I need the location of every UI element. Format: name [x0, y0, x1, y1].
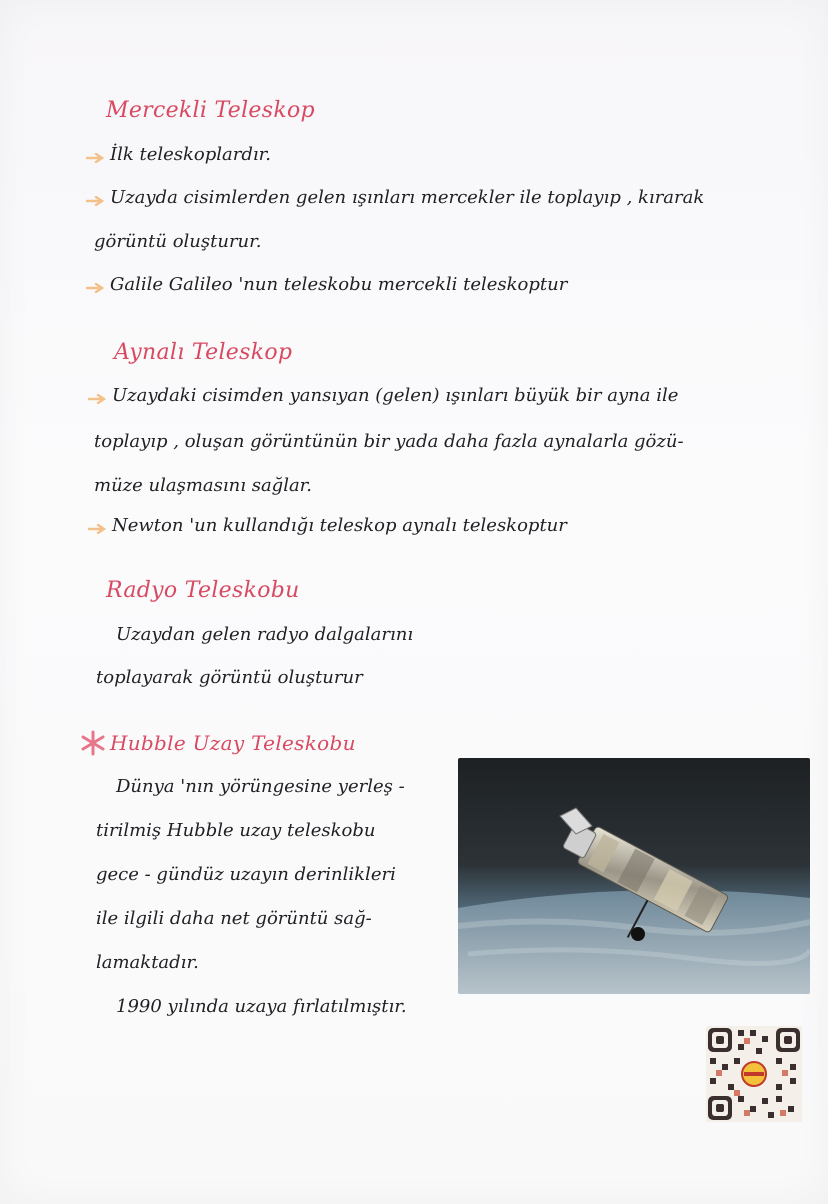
bullet-arrow-icon — [86, 153, 104, 163]
text-line: görüntü oluşturur. — [94, 231, 262, 252]
hubble-telescope-photo — [458, 758, 810, 994]
heading-mercekli-teleskop: Mercekli Teleskop — [106, 98, 315, 123]
text-line: İlk teleskoplardır. — [110, 144, 272, 165]
bullet-arrow-icon — [88, 524, 106, 534]
text-line: toplayarak görüntü oluşturur — [96, 667, 363, 688]
text-line: Uzaydaki cisimden yansıyan (gelen) ışınları büyük bir ayna ile — [112, 385, 679, 406]
bullet-arrow-icon — [86, 196, 104, 206]
text-line: ile ilgili daha net görüntü sağ- — [96, 908, 372, 929]
text-line: gece - gündüz uzayın derinlikleri — [96, 864, 396, 885]
text-line: 1990 yılında uzaya fırlatılmıştır. — [116, 996, 407, 1017]
heading-hubble-uzay-teleskobu: Hubble Uzay Teleskobu — [110, 731, 356, 755]
text-line: Dünya 'nın yörüngesine yerleş - — [116, 776, 405, 797]
text-line: müze ulaşmasını sağlar. — [94, 475, 313, 496]
text-line: Uzayda cisimlerden gelen ışınları mercekler ile toplayıp , kırarak — [110, 187, 705, 208]
asterisk-star-icon — [80, 730, 106, 756]
qr-code-icon[interactable] — [706, 1026, 802, 1122]
text-line: toplayıp , oluşan görüntünün bir yada daha fazla aynalarla gözü- — [94, 431, 684, 452]
bullet-arrow-icon — [88, 394, 106, 404]
text-line: Galile Galileo 'nun teleskobu mercekli teleskoptur — [110, 274, 568, 295]
text-line: lamaktadır. — [96, 952, 199, 973]
bullet-arrow-icon — [86, 283, 104, 293]
heading-radyo-teleskobu: Radyo Teleskobu — [106, 578, 300, 603]
heading-aynali-teleskop: Aynalı Teleskop — [114, 340, 293, 365]
text-line: tirilmiş Hubble uzay teleskobu — [96, 820, 376, 841]
text-line: Newton 'un kullandığı teleskop aynalı teleskoptur — [112, 515, 567, 536]
text-line: Uzaydan gelen radyo dalgalarını — [116, 624, 414, 645]
